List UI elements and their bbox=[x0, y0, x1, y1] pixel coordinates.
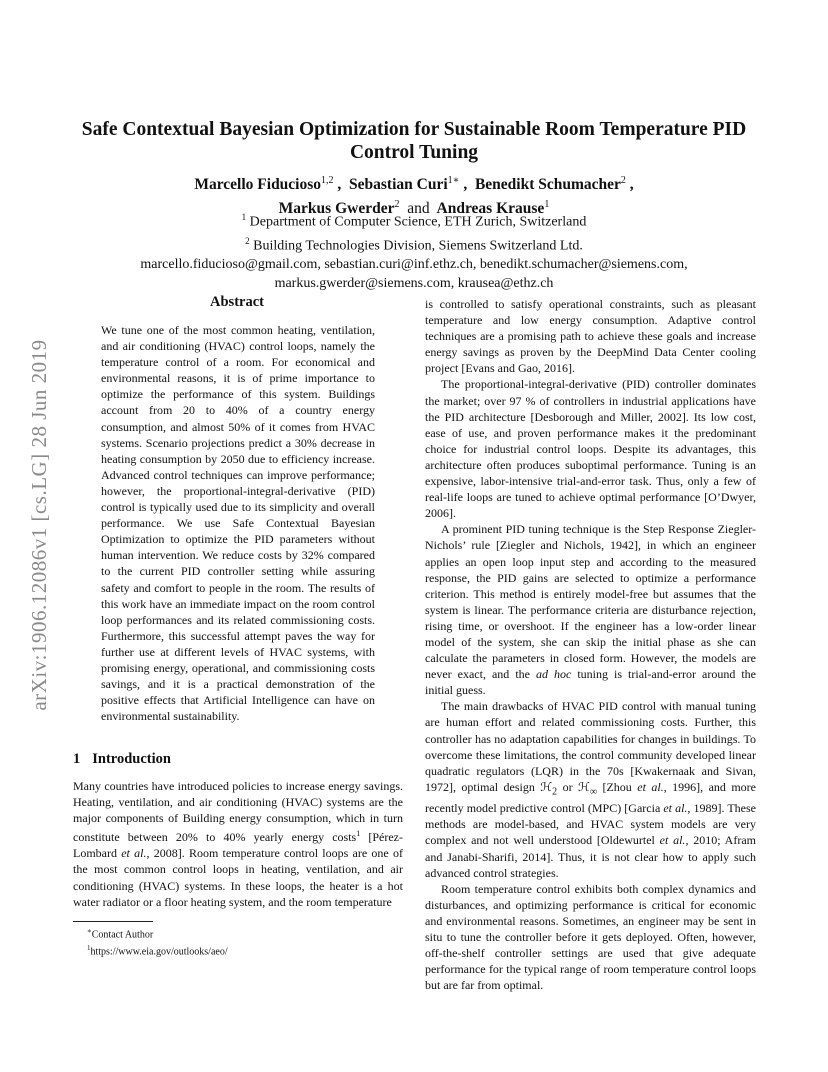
footnote-star: ∗ bbox=[87, 927, 92, 935]
intro-text: , 2008]. Room temperature control loops are one of the most common control loops in heating, ventilation, and air conditioning (HVAC) systems. In these loops, the heater is a hot water radiator or a floor heating system, and the room temperature bbox=[73, 846, 403, 909]
affiliations bbox=[60, 208, 768, 293]
intro-text: [Pérez-Lombard bbox=[73, 830, 403, 861]
author-name: Andreas Krause bbox=[436, 200, 545, 218]
footnote-link[interactable]: https://www.eia.gov/outlooks/aeo/ bbox=[90, 946, 228, 958]
paragraph: is controlled to satisfy operational constraints, such as pleasant temperature and low energy consumption. Adaptive control techniques are a promising path to achieve these goals and increase energy savings as proven by the DeepMind Data Center cooling project [Evans and Gao, 2016]. bbox=[425, 297, 756, 376]
affil-text: Department of Computer Science, ETH Zurich, Switzerland bbox=[249, 214, 587, 230]
affiliation-2 bbox=[60, 232, 768, 256]
para-text: [Zhou bbox=[597, 779, 638, 794]
section-title: Introduction bbox=[92, 751, 171, 767]
paragraph bbox=[425, 698, 756, 880]
author-affil-sup: 1∗ bbox=[447, 175, 460, 186]
para-text-italic: ad hoc bbox=[536, 667, 572, 682]
author-affil-sup: 2 bbox=[394, 199, 400, 211]
abstract-heading: Abstract bbox=[210, 294, 264, 310]
author-name: Markus Gwerder bbox=[278, 200, 395, 218]
title-line-2: Control Tuning bbox=[349, 142, 479, 163]
para-text: , 1989]. These methods are model-based, and HVAC system models are very complex and not well understood [Oldewurtel bbox=[425, 801, 756, 848]
section-number: 1 bbox=[73, 751, 81, 767]
emails-line-1: marcello.fiducioso@gmail.com, sebastian.curi@inf.ethz.ch, benedikt.schumacher@siemens.com, bbox=[140, 257, 688, 273]
title-line-1: Safe Contextual Bayesian Optimization for Sustainable Room Temperature PID bbox=[81, 119, 747, 140]
section-heading bbox=[73, 751, 171, 768]
right-column bbox=[425, 296, 756, 993]
footnote-text: Contact Author bbox=[91, 929, 154, 941]
footnote-marker: 1 bbox=[356, 829, 361, 839]
paper-title bbox=[60, 118, 768, 164]
author-affil-sup: 1 bbox=[544, 199, 550, 211]
affil-number: 1 bbox=[241, 212, 247, 222]
author-name: Marcello Fiducioso bbox=[194, 176, 322, 194]
affil-text: Building Technologies Division, Siemens Switzerland Ltd. bbox=[253, 238, 583, 254]
authors-line-1: Marcello Fiducioso$^{1,2}$ , Sebastian Curi$^{1∗}$ , Benedikt Schumacher$^2$ , bbox=[194, 175, 634, 194]
footnote-contact bbox=[73, 925, 228, 942]
author-affil-sup: 2 bbox=[620, 175, 626, 186]
affil-number: 2 bbox=[245, 235, 250, 246]
emails-line-2: markus.gwerder@siemens.com, krausea@ethz.ch bbox=[274, 276, 554, 292]
math-subscript: ∞ bbox=[589, 786, 598, 798]
intro-paragraph bbox=[73, 778, 403, 910]
intro-text-italic: et al. bbox=[121, 846, 147, 861]
affiliation-1 bbox=[60, 208, 768, 232]
para-text: or ℋ bbox=[557, 779, 590, 794]
math-subscript: 2 bbox=[552, 786, 558, 798]
paragraph: The proportional-integral-derivative (PID) controller dominates the market; over 97 % of controllers in industrial applications have the PID architecture [Desborough and Miller, 2002]. Its low cost, ease of use, and proven performance makes it the predominant choice for industrial control loops. Despite its advantages, this architecture often produces suboptimal performance. Tuning is an expensive, labor-intensive trial-and-error task. Thus, only a few of real-life loops are tuned to achieve optimal performance [O’Dwyer, 2006]. bbox=[425, 377, 756, 521]
abstract-body: We tune one of the most common heating, ventilation, and air conditioning (HVAC) control loops, namely the temperature control of a room. For economical and environmental reasons, it is of prime importance to optimize the performance of this system. Buildings account from 20 to 40% of a country energy consumption, and almost 50% of it comes from HVAC systems. Scenario projections predict a 30% decrease in heating consumption by 2050 due to efficiency increase. Advanced control techniques can improve performance; however, the proportional-integral-derivative (PID) control is typically used due to its simplicity and overall performance. We use Safe Contextual Bayesian Optimization to optimize the PID parameters without human intervention. We reduce costs by 32% compared to the current PID controller setting while assuring safety and comfort to people in the room. The results of this work have an immediate impact on the room control loop performances and its related commissioning costs. Furthermore, this successful attempt paves the way for further use at different levels of HVAC systems, with promising energy, operational, and commissioning costs savings, and it is a practical demonstration of the positive effects that Artificial Intelligence can have on environmental sustainability. bbox=[101, 323, 375, 724]
footnotes bbox=[73, 925, 228, 959]
and-text: and bbox=[407, 200, 430, 218]
para-text-italic: et al. bbox=[637, 779, 664, 794]
footnote-url bbox=[73, 942, 228, 959]
intro-text: Many countries have introduced policies to increase energy savings. Heating, ventilation, and air conditioning (HVAC) systems are the major components of Building energy consumption, which in turn constitute between 20% to 40% yearly energy costs bbox=[73, 779, 403, 845]
paragraph: Room temperature control exhibits both complex dynamics and disturbances, and optimizing performance is critical for economic and environmental reasons. Sometimes, an engineer may be sent in situ to tune the controller before it gets deployed. Often, however, off-the-shelf controller settings are used that give adequate performance for the typical range of room temperature control loops but are far from optimal. bbox=[425, 881, 756, 993]
arxiv-identifier: arXiv:1906.12086v1 [cs.LG] 28 Jun 2019 bbox=[27, 339, 51, 711]
para-text-italic: et al. bbox=[663, 801, 688, 816]
author-name: Benedikt Schumacher bbox=[474, 176, 621, 194]
arxiv-sidebar bbox=[27, 290, 49, 760]
author-name: Sebastian Curi bbox=[349, 176, 448, 194]
para-text: A prominent PID tuning technique is the Step Response Ziegler-Nichols’ rule [Ziegler and Nichols, 1942], in which an engineer applies an open loop input step and according to the measured response, the PID gains are selected to optimize a performance criterion. This method is entirely model-free but assumes that the system is linear. The performance criteria are disturbance rejection, rising time, or overshoot. If the engineer has a low-order linear model of the system, she can skip the initial phase as she can calculate the parameters in closed form. However, the models are never exact, and the bbox=[425, 522, 756, 682]
footnote-rule bbox=[73, 921, 153, 922]
footnote-number: 1 bbox=[87, 943, 91, 952]
para-text: , 2010; Afram and Janabi-Sharifi, 2014]. Thus, it is not clear how to apply such advanced control strategies. bbox=[425, 833, 756, 880]
para-text: The main drawbacks of HVAC PID control with manual tuning are human effort and related commissioning costs. Further, this controller has no adaptation capabilities for changes in buildings. To overcome these limitations, the control community developed linear quadratic regulators (LQR) in the 70s [Kwakernaak and Sivan, 1972], optimal design ℋ bbox=[425, 699, 756, 794]
paragraph bbox=[425, 521, 756, 698]
para-text-italic: et al. bbox=[659, 833, 686, 848]
para-text: tuning is trial-and-error around the initial guess. bbox=[425, 667, 757, 698]
author-affil-sup: 1,2 bbox=[321, 175, 334, 186]
para-text: , 1996], and more recently model predictive control (MPC) [Garcia bbox=[425, 779, 756, 816]
